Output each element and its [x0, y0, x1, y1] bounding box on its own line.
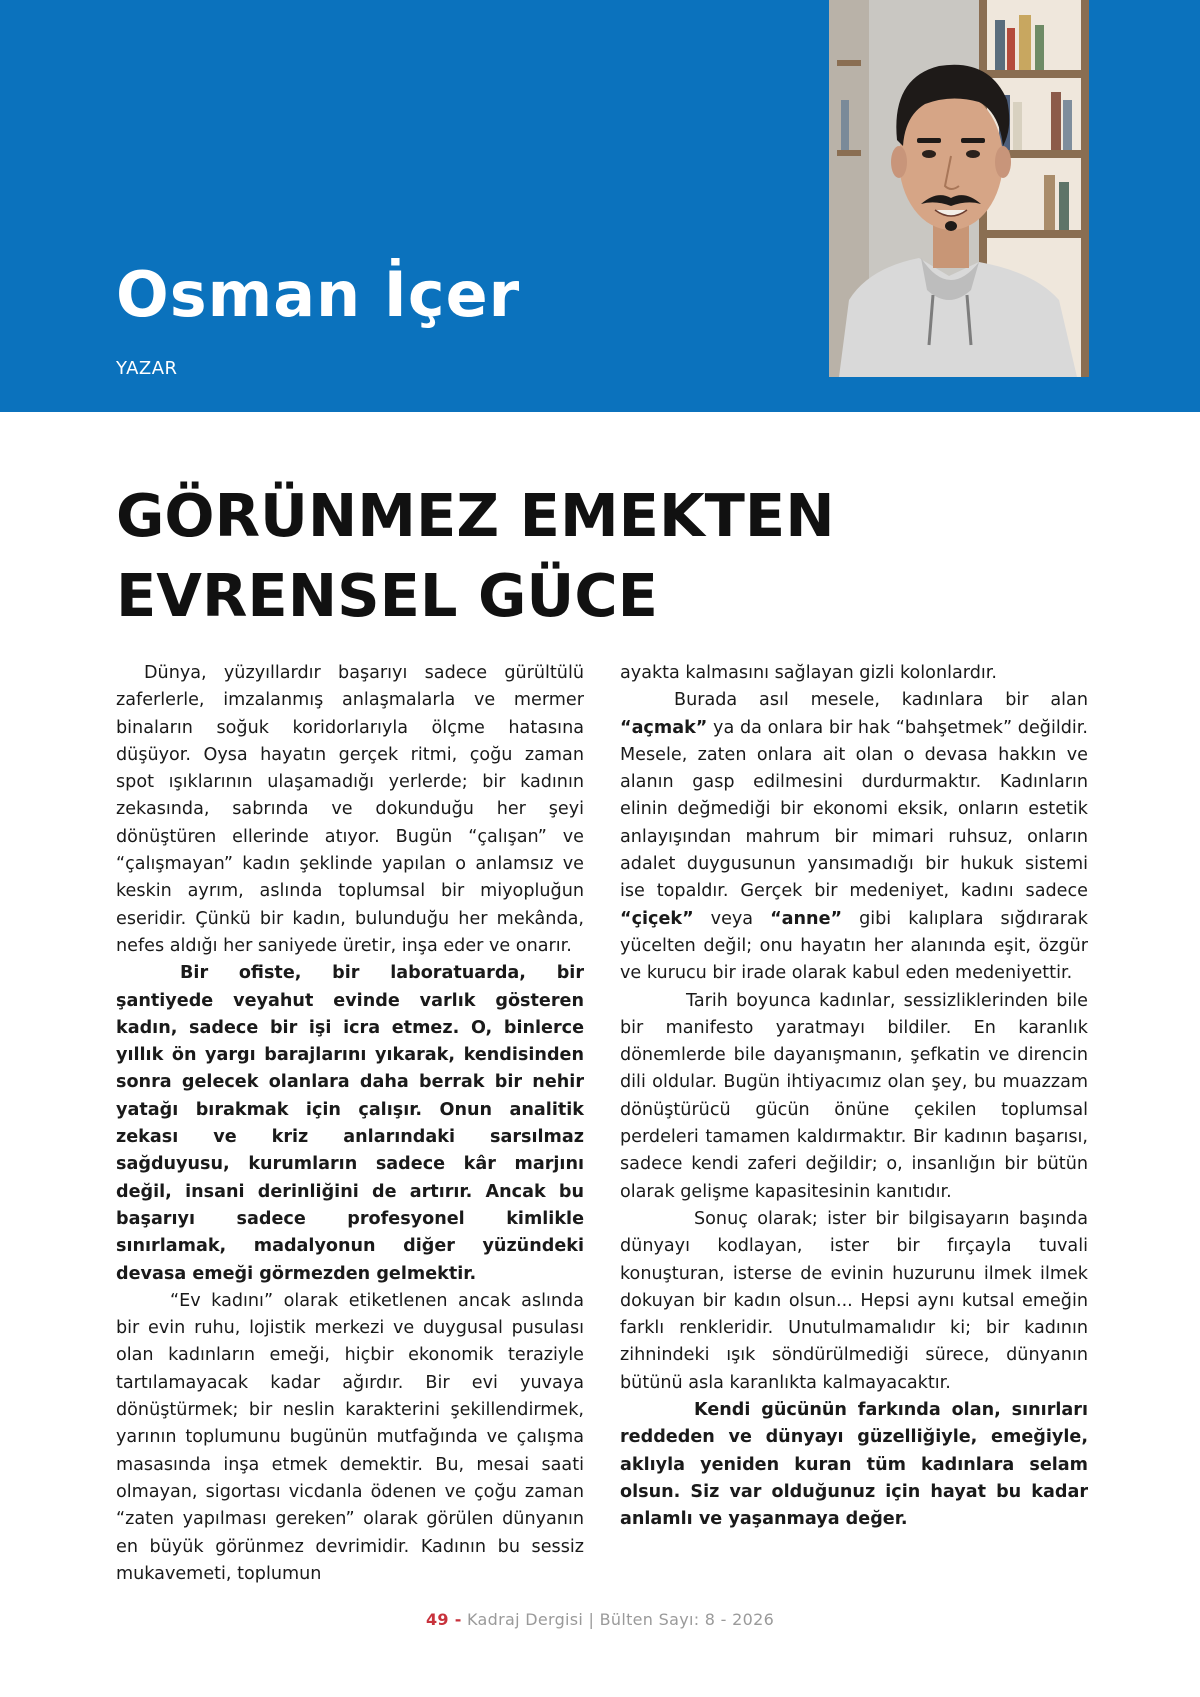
author-photo: [829, 0, 1089, 377]
author-role: YAZAR: [116, 358, 178, 379]
right-paragraph-4: Sonuç olarak; ister bir bilgisayarın başında dünyayı kodlayan, ister bir fırçayla tuvali konuşturan, isterse de evinin huzurunu ilmek ilmek dokuyan bir kadın olsun... Hepsi aynı kutsal emeğin farklı renkleridir. Unutulmamalıdır ki; bir kadının zihnindeki ışık söndürülmediği sürece, dünyanın bütünü asla karanlıkta kalmayacaktır.: [620, 1208, 1088, 1393]
article-headline: [116, 476, 1016, 636]
author-name: Osman İçer: [116, 258, 521, 331]
left-paragraph-2-emphasis: Bir ofiste, bir laboratuarda, bir şantiyede veyahut evinde varlık gösteren kadın, sadece bir işi icra etmez. O, binlerce yıllık ön yargı barajlarını yıkarak, kendisinden sonra gelecek olanlara daha berrak bir nehir yatağı bırakmak için çalışır. Onun analitik zekası ve kriz anlarındaki sarsılmaz sağduyusu, kurumların sadece kâr marjını değil, insani derinliğini de artırır. Ancak bu başarıyı sadece profesyonel kimlikle sınırlamak, madalyonun diğer yüzündeki devasa emeği görmezden gelmektir.: [116, 963, 584, 1284]
right-paragraph-1: ayakta kalmasını sağlayan gizli kolonlardır.: [620, 663, 997, 683]
term-cicek: “çiçek”: [620, 908, 694, 929]
term-anne: “anne”: [770, 908, 843, 929]
author-photo-illustration: [829, 0, 1089, 377]
right-paragraph-2-text-e: veya: [693, 908, 771, 929]
publication-info: Kadraj Dergisi | Bülten Sayı: 8: [467, 1610, 716, 1629]
right-paragraph-2-text-c: ya da onlara bir hak “bahşetmek” değildir. Mesele, zaten onlara ait olan o devasa hakkın ve alanın gasp edilmesini durdurmaktır. Kadınların elinin değmediği bir ekonomi eksik, onların estetik anlayışından mahrum bir mimari ruhsuz, onların adalet duygusunun yansımadığı bir hukuk sistemi ise topaldır. Gerçek bir medeniyet, kadını sadece: [620, 717, 1088, 902]
footer-separator: -: [720, 1610, 727, 1629]
left-paragraph-1: Dünya, yüzyıllardır başarıyı sadece gürültülü zaferlerle, imzalanmış anlaşmalarla ve mermer binaların soğuk koridorlarıyla ölçme hatasına düşüyor. Oysa hayatın gerçek ritmi, çoğu zaman spot ışıklarının ulaşamadığı yerlerde; bir kadının zekasında, sabrında ve dokunduğu her şeyi dönüştüren ellerinde atıyor. Bugün “çalışan” ve “çalışmayan” kadın şeklinde yapılan o anlamsız ve keskin ayrım, aslında toplumsal bir miyopluğun eseridir. Çünkü bir kadın, bulunduğu her mekânda, nefes aldığı her saniyede üretir, inşa eder ve onarır.: [116, 663, 584, 956]
right-column: [620, 660, 1088, 1534]
term-acmak: “açmak”: [620, 717, 708, 738]
page-number: 49 -: [425, 1610, 462, 1629]
publication-year: 2026: [732, 1610, 775, 1629]
right-paragraph-5-closing: Kendi gücünün farkında olan, sınırları reddeden ve dünyayı güzelliğiyle, emeğiyle, aklıyla yeniden kuran tüm kadınlara selam olsun. Siz var olduğunuz için hayat bu kadar anlamlı ve yaşanmaya değer.: [620, 1400, 1088, 1530]
headline-line-1: GÖRÜNMEZ EMEKTEN: [116, 481, 835, 550]
right-paragraph-2: [620, 687, 1088, 987]
right-paragraph-3: Tarih boyunca kadınlar, sessizliklerinden bile bir manifesto yaratmayı bildiler. En karanlık dönemlerde bile dayanışmanın, şefkatin ve direncin dili oldular. Bugün ihtiyacımız olan şey, bu muazzam dönüştürücü gücün önüne çekilen toplumsal perdeleri tamamen kaldırmaktır. Bir kadının başarısı, sadece kendi zaferi değildir; o, insanlığın bir bütün olarak gelişme kapasitesinin kanıtıdır.: [620, 990, 1088, 1202]
left-paragraph-3: “Ev kadını” olarak etiketlenen ancak aslında bir evin ruhu, lojistik merkezi ve duygusal pusulası olan kadınların emeği, hiçbir ekonomik teraziyle tartılamayacak kadar ağırdır. Bir evi yuvaya dönüştürmek; bir neslin karakterini şekillendirmek, yarının toplumunu bugünün mutfağında ve çalışma masasında inşa etmek demektir. Bu, mesai saati olmayan, sigortası vicdanla ödenen ve çoğu zaman “zaten yapılması gereken” olarak görülen dünyanın en büyük görünmez devrimidir. Kadının bu sessiz mukavemeti, toplumun: [116, 1290, 584, 1584]
page-footer: [0, 1610, 1200, 1629]
right-paragraph-2-text-a: Burada asıl mesele, kadınlara bir alan: [674, 690, 1088, 711]
right-paragraph-2-text-g: gibi kalıplara sığdırarak yücelten değil; onu hayatın her alanında eşit, özgür ve kurucu bir irade olarak kabul eden medeniyettir.: [620, 908, 1088, 984]
left-column: [116, 660, 584, 1588]
headline-line-2: EVRENSEL GÜCE: [116, 561, 658, 630]
